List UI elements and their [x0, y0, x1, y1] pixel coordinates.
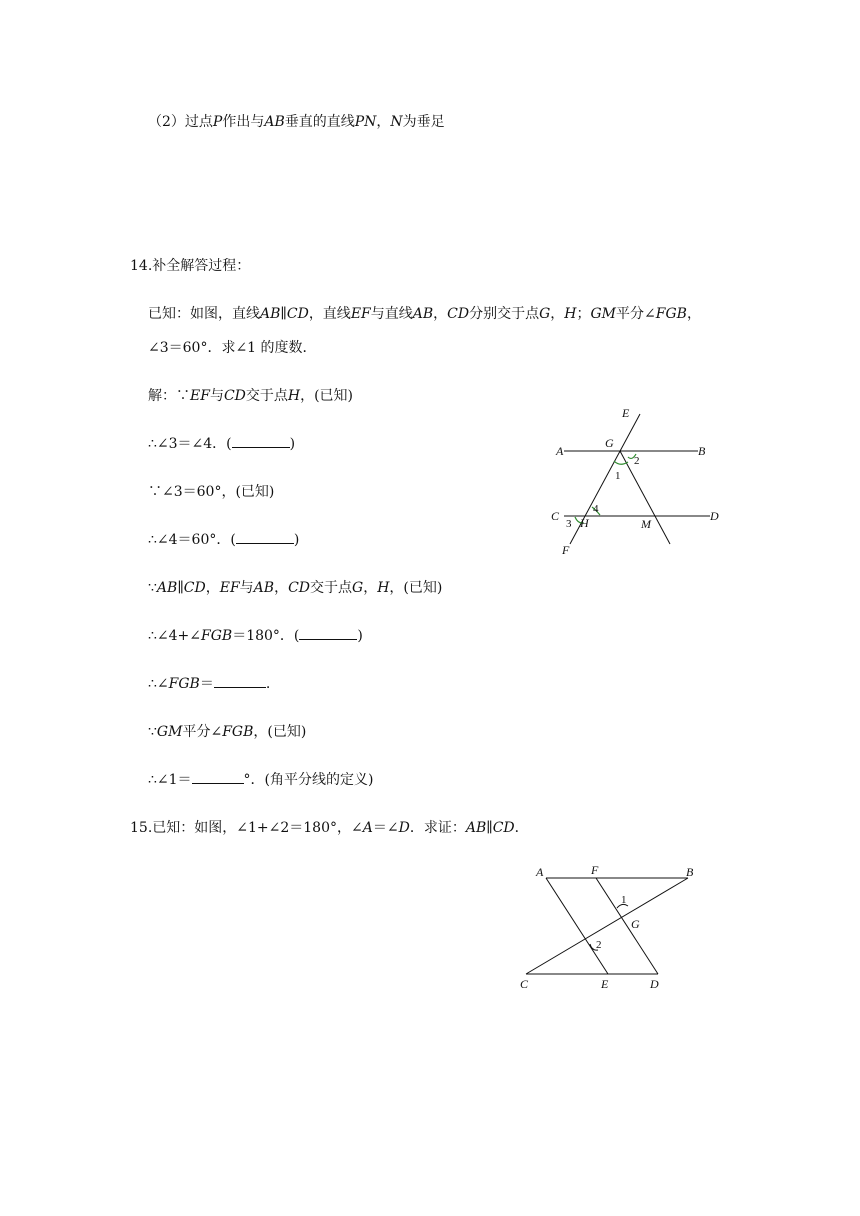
- label-e: E: [601, 977, 609, 991]
- line-ab: AB: [412, 306, 434, 322]
- text: ；: [576, 306, 591, 322]
- q14-step3: [148, 530, 299, 550]
- line-ef: EF: [219, 580, 240, 596]
- text: .: [265, 676, 271, 692]
- label-angle-3: 3: [566, 518, 572, 530]
- q15-figure: [512, 856, 712, 996]
- q14-step2: ∵∠3＝60°，(已知): [148, 484, 275, 500]
- label-g: G: [631, 917, 640, 931]
- label-angle-4: 4: [593, 503, 599, 515]
- answer-blank[interactable]: [214, 687, 266, 688]
- q15-text: [130, 818, 529, 838]
- text: ∴∠3＝∠4．(: [148, 436, 232, 452]
- text: ，: [550, 306, 565, 322]
- q14-given-line1: [148, 304, 701, 324]
- text: ): [293, 532, 300, 548]
- label-d: D: [650, 977, 659, 991]
- point-h: H: [287, 388, 301, 404]
- text: 与: [239, 580, 254, 596]
- label-angle-1: 1: [621, 894, 627, 906]
- label-angle-2: 2: [596, 939, 602, 951]
- answer-blank[interactable]: [232, 447, 290, 448]
- text: ): [357, 628, 363, 644]
- text: （2）过点: [148, 114, 213, 130]
- line-cd: CD: [447, 306, 470, 322]
- ab-parallel-cd: AB∥CD: [465, 820, 515, 836]
- text: 为垂足: [402, 114, 445, 130]
- text: ∵: [148, 580, 157, 596]
- text: 分别交于点: [469, 306, 540, 322]
- line-ef: EF: [350, 306, 371, 322]
- label-h: H: [580, 516, 589, 530]
- line-bc-segment: [526, 878, 688, 974]
- text: ，(已知): [389, 580, 443, 596]
- text: 平分∠: [182, 724, 223, 740]
- label-d: D: [710, 509, 719, 523]
- line-pn: PN: [354, 114, 377, 130]
- point-g: G: [539, 306, 551, 322]
- angle-d: D: [398, 820, 410, 836]
- point-g: G: [352, 580, 364, 596]
- angle-fgb: FGB: [222, 724, 254, 740]
- label-c: C: [520, 977, 529, 991]
- text: 15.已知：如图，∠1+∠2＝180°，∠: [130, 820, 363, 836]
- text: 与直线: [370, 306, 413, 322]
- text: ，: [686, 306, 701, 322]
- text: ＝∠: [372, 820, 399, 836]
- q14-step6: [148, 674, 270, 694]
- label-c: C: [551, 509, 560, 523]
- text: 交于点: [310, 580, 353, 596]
- text: ，直线: [308, 306, 351, 322]
- line-gm: GM: [590, 306, 617, 322]
- point-p: P: [212, 114, 223, 130]
- angle-a: A: [362, 820, 373, 836]
- answer-blank[interactable]: [192, 783, 244, 784]
- line-ab: AB: [253, 580, 275, 596]
- point-h: H: [377, 580, 390, 596]
- line-ae-segment: [546, 878, 608, 974]
- text: 作出与: [222, 114, 265, 130]
- text: ，: [274, 580, 289, 596]
- label-g: G: [605, 436, 614, 450]
- label-angle-1: 1: [615, 470, 621, 482]
- label-a: A: [536, 865, 544, 879]
- text: ∴∠4+∠: [148, 628, 202, 644]
- ab-parallel-cd: AB∥CD: [156, 580, 206, 596]
- text: ，(已知): [253, 724, 307, 740]
- text: ，: [376, 114, 391, 130]
- text: ＝: [199, 676, 214, 692]
- text: ∴∠1＝: [148, 772, 192, 788]
- angle-fgb: FGB: [655, 306, 687, 322]
- q14-title: 14.补全解答过程：: [130, 258, 251, 274]
- text: ，: [433, 306, 448, 322]
- angle-fgb: FGB: [201, 628, 233, 644]
- answer-blank[interactable]: [299, 639, 357, 640]
- text: 已知：如图，直线: [148, 306, 260, 322]
- q14-solution-line1: [148, 386, 353, 406]
- text: 与: [209, 388, 224, 404]
- q14-step7: [148, 722, 306, 742]
- text: ∴∠4＝60°．(: [148, 532, 236, 548]
- text: ＝180°．(: [232, 628, 300, 644]
- q14-figure: [540, 404, 740, 564]
- line-fd-segment: [596, 878, 658, 974]
- text: 解：∵: [148, 388, 190, 404]
- angle-fgb: FGB: [168, 676, 200, 692]
- text: °．(角平分线的定义): [243, 772, 374, 788]
- point-h: H: [564, 306, 577, 322]
- line-gm: GM: [156, 724, 183, 740]
- label-b: B: [698, 444, 706, 458]
- line-cd: CD: [223, 388, 246, 404]
- label-e: E: [622, 406, 630, 420]
- label-angle-2: 2: [634, 455, 640, 467]
- point-n: N: [390, 114, 403, 130]
- q14-step8: [148, 770, 373, 790]
- text: 平分∠: [616, 306, 656, 322]
- label-a: A: [556, 444, 564, 458]
- text: ): [289, 436, 296, 452]
- line-ef: EF: [190, 388, 210, 404]
- q14-step5: [148, 626, 363, 646]
- label-b: B: [686, 865, 694, 879]
- answer-blank[interactable]: [236, 543, 294, 544]
- q13-part2-text: [148, 112, 445, 132]
- label-m: M: [641, 517, 651, 531]
- q14-step1: [148, 434, 295, 454]
- text: ∴∠: [148, 676, 169, 692]
- text: ，: [205, 580, 220, 596]
- ab-parallel-cd: AB∥CD: [260, 306, 309, 322]
- label-f: F: [562, 543, 570, 557]
- label-f: F: [591, 863, 599, 877]
- line-ab: AB: [264, 114, 285, 130]
- text: ．: [514, 820, 529, 836]
- q14-step4: [148, 578, 442, 598]
- q14-given-line2: ∠3＝60°．求∠1 的度数．: [148, 340, 317, 356]
- text: ，(已知): [300, 388, 354, 404]
- text: ．求证：: [409, 820, 466, 836]
- text: 垂直的直线: [284, 114, 355, 130]
- text: 交于点: [245, 388, 288, 404]
- text: ，: [363, 580, 378, 596]
- text: ∵: [148, 724, 157, 740]
- line-cd: CD: [288, 580, 311, 596]
